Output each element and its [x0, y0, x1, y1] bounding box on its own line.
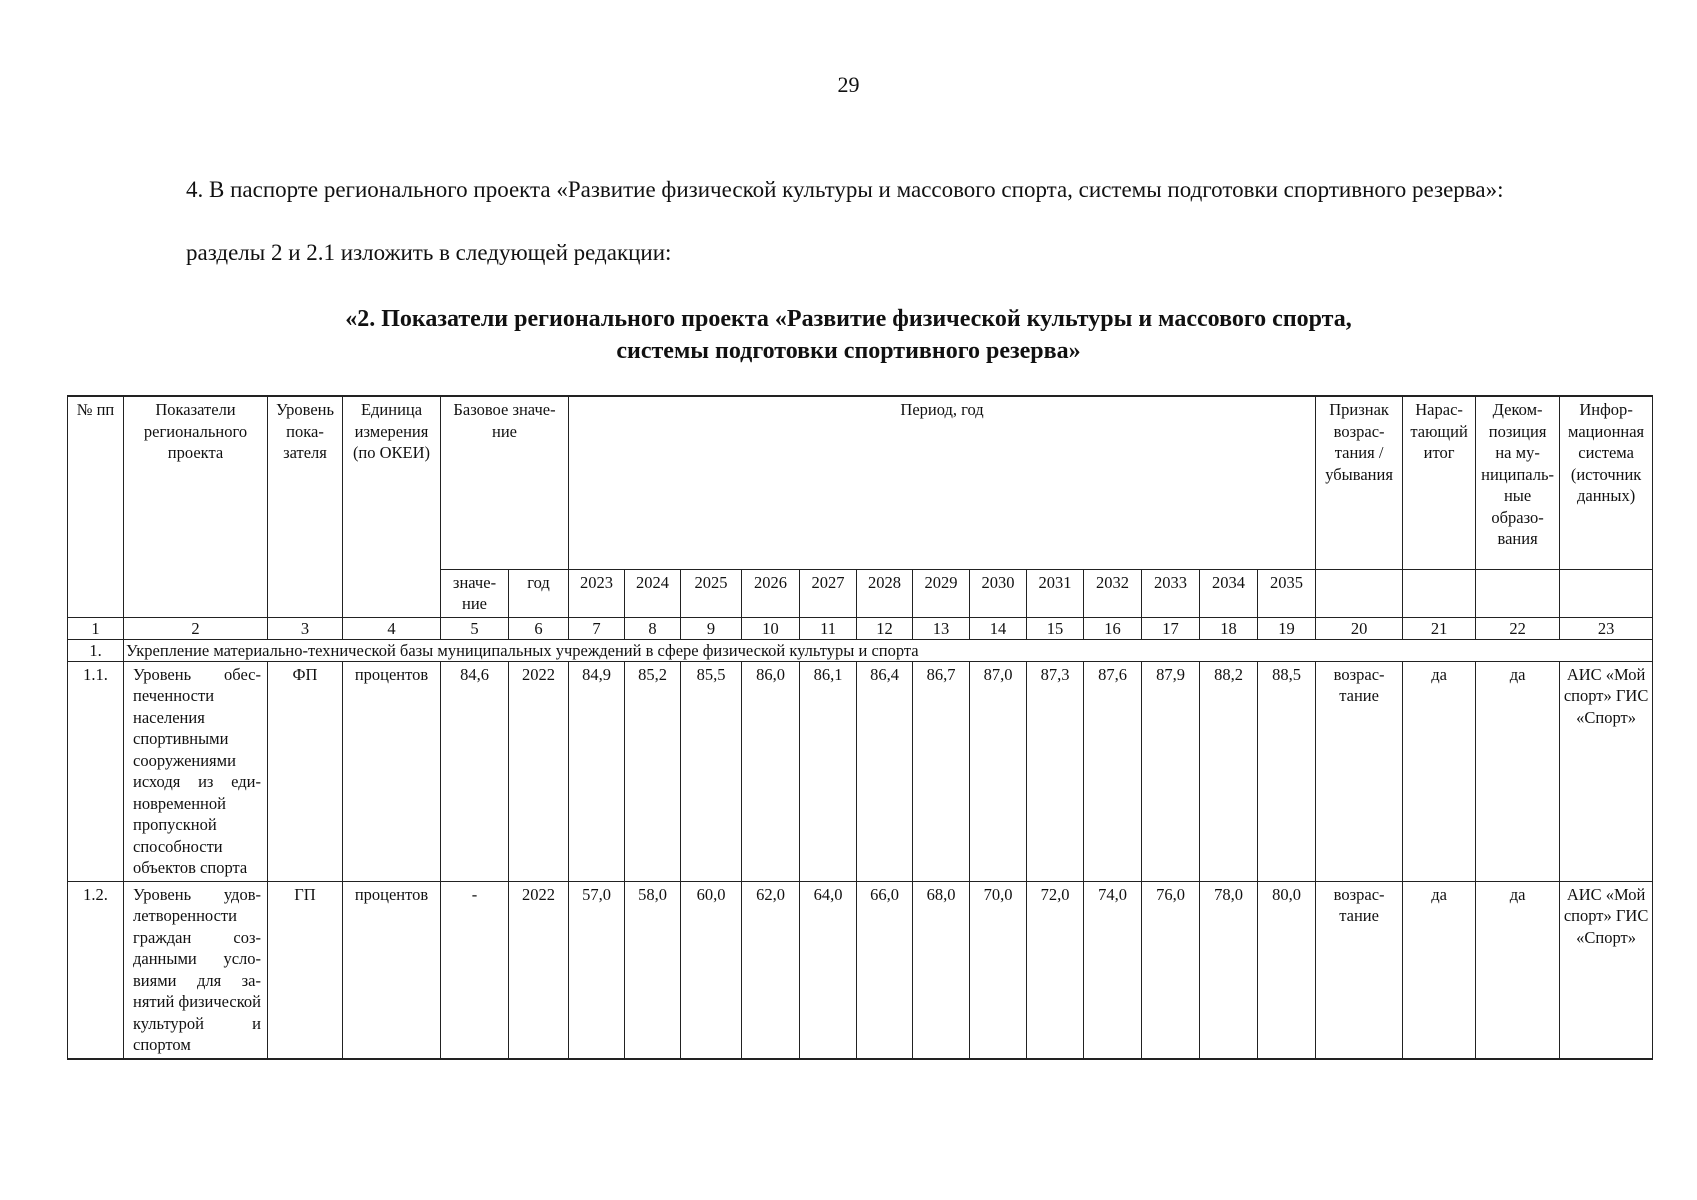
column-number: 15: [1027, 617, 1084, 639]
row-value: 62,0: [742, 881, 800, 1059]
column-number: 10: [742, 617, 800, 639]
row-num: 1.2.: [68, 881, 124, 1059]
header-year: 2027: [800, 569, 857, 617]
header-year: 2030: [970, 569, 1027, 617]
column-number: 6: [509, 617, 569, 639]
row-value: 58,0: [625, 881, 681, 1059]
header-year: 2035: [1258, 569, 1316, 617]
column-number: 2: [124, 617, 268, 639]
section-num: 1.: [68, 639, 124, 661]
row-base-year: 2022: [509, 661, 569, 881]
row-base-value: 84,6: [441, 661, 509, 881]
row-value: 80,0: [1258, 881, 1316, 1059]
header-year: 2028: [857, 569, 913, 617]
row-value: 85,2: [625, 661, 681, 881]
column-number: 7: [569, 617, 625, 639]
row-decomposition: да: [1476, 881, 1560, 1059]
table-row: [68, 661, 1653, 881]
section-title-line-1: «2. Показатели регионального проекта «Развитие физической культуры и массового спорта,: [345, 306, 1352, 332]
header-empty: [1560, 569, 1653, 617]
column-number: 13: [913, 617, 970, 639]
column-number: 16: [1084, 617, 1142, 639]
header-year: 2025: [681, 569, 742, 617]
row-value: 74,0: [1084, 881, 1142, 1059]
header-period: Период, год: [569, 396, 1316, 569]
row-value: 86,1: [800, 661, 857, 881]
indicators-table: [67, 395, 1653, 1060]
header-empty: [1403, 569, 1476, 617]
row-value: 76,0: [1142, 881, 1200, 1059]
row-value: 84,9: [569, 661, 625, 881]
header-cumulative: Нарастающий итог: [1403, 396, 1476, 569]
header-year: 2029: [913, 569, 970, 617]
row-value: 60,0: [681, 881, 742, 1059]
section-heading: Укрепление материально-технической базы муниципальных учреждений в сфере физической культуры и спорта: [124, 639, 1653, 661]
header-trend: Признак возрастания / убывания: [1316, 396, 1403, 569]
header-num: № пп: [68, 396, 124, 617]
table-row: [68, 881, 1653, 1059]
row-level: ГП: [268, 881, 343, 1059]
header-year: 2031: [1027, 569, 1084, 617]
column-number: 11: [800, 617, 857, 639]
column-number: 21: [1403, 617, 1476, 639]
intro-paragraph: 4. В паспорте регионального проекта «Развитие физической культуры и массового спорта, системы подготовки спортивного резерва»:: [186, 177, 1504, 202]
row-trend: возрастание: [1316, 881, 1403, 1059]
row-value: 88,5: [1258, 661, 1316, 881]
section-title-line-2: системы подготовки спортивного резерва»: [616, 338, 1081, 364]
column-number: 1: [68, 617, 124, 639]
row-value: 86,7: [913, 661, 970, 881]
column-number: 22: [1476, 617, 1560, 639]
column-number: 23: [1560, 617, 1653, 639]
column-number: 9: [681, 617, 742, 639]
column-number: 14: [970, 617, 1027, 639]
row-unit: процентов: [343, 881, 441, 1059]
header-year: 2033: [1142, 569, 1200, 617]
header-year: 2024: [625, 569, 681, 617]
header-empty: [1316, 569, 1403, 617]
row-indicator: Уровень удовлетворенности граждан созданными условиями для занятий физической культурой и спортом: [124, 881, 268, 1059]
row-value: 87,3: [1027, 661, 1084, 881]
row-value: 86,4: [857, 661, 913, 881]
column-number: 12: [857, 617, 913, 639]
row-info-system: АИС «Мой спорт» ГИС «Спорт»: [1560, 881, 1653, 1059]
column-number: 20: [1316, 617, 1403, 639]
header-decomposition: Декомпозиция на муниципальные образования: [1476, 396, 1560, 569]
column-number: 19: [1258, 617, 1316, 639]
section-title: [0, 303, 1697, 367]
row-value: 64,0: [800, 881, 857, 1059]
header-indicator: Показатели регионального проекта: [124, 396, 268, 617]
row-value: 87,0: [970, 661, 1027, 881]
header-unit: Единица измерения (по ОКЕИ): [343, 396, 441, 617]
row-value: 57,0: [569, 881, 625, 1059]
row-value: 72,0: [1027, 881, 1084, 1059]
header-empty: [1476, 569, 1560, 617]
header-year: 2034: [1200, 569, 1258, 617]
column-number: 17: [1142, 617, 1200, 639]
row-num: 1.1.: [68, 661, 124, 881]
header-base-year: год: [509, 569, 569, 617]
header-level: Уровень показателя: [268, 396, 343, 617]
row-decomposition: да: [1476, 661, 1560, 881]
row-value: 88,2: [1200, 661, 1258, 881]
row-indicator: Уровень обеспеченности населения спортивными сооружениями исходя из единовременной пропускной способности объектов спорта: [124, 661, 268, 881]
row-value: 86,0: [742, 661, 800, 881]
row-level: ФП: [268, 661, 343, 881]
row-cumulative: да: [1403, 881, 1476, 1059]
column-number: 5: [441, 617, 509, 639]
row-unit: процентов: [343, 661, 441, 881]
row-value: 78,0: [1200, 881, 1258, 1059]
header-base-value: значение: [441, 569, 509, 617]
row-base-value: -: [441, 881, 509, 1059]
row-base-year: 2022: [509, 881, 569, 1059]
intro-instruction: разделы 2 и 2.1 изложить в следующей редакции:: [186, 240, 672, 265]
header-year: 2026: [742, 569, 800, 617]
row-value: 70,0: [970, 881, 1027, 1059]
row-value: 87,9: [1142, 661, 1200, 881]
row-value: 87,6: [1084, 661, 1142, 881]
row-value: 66,0: [857, 881, 913, 1059]
header-year: 2032: [1084, 569, 1142, 617]
column-number: 3: [268, 617, 343, 639]
row-info-system: АИС «Мой спорт» ГИС «Спорт»: [1560, 661, 1653, 881]
page-number: 29: [837, 72, 860, 97]
header-year: 2023: [569, 569, 625, 617]
header-base: Базовое значение: [441, 396, 569, 569]
column-number: 8: [625, 617, 681, 639]
column-number: 18: [1200, 617, 1258, 639]
header-info-system: Информационная система (источник данных): [1560, 396, 1653, 569]
row-value: 85,5: [681, 661, 742, 881]
row-value: 68,0: [913, 881, 970, 1059]
row-cumulative: да: [1403, 661, 1476, 881]
row-trend: возрастание: [1316, 661, 1403, 881]
column-number: 4: [343, 617, 441, 639]
